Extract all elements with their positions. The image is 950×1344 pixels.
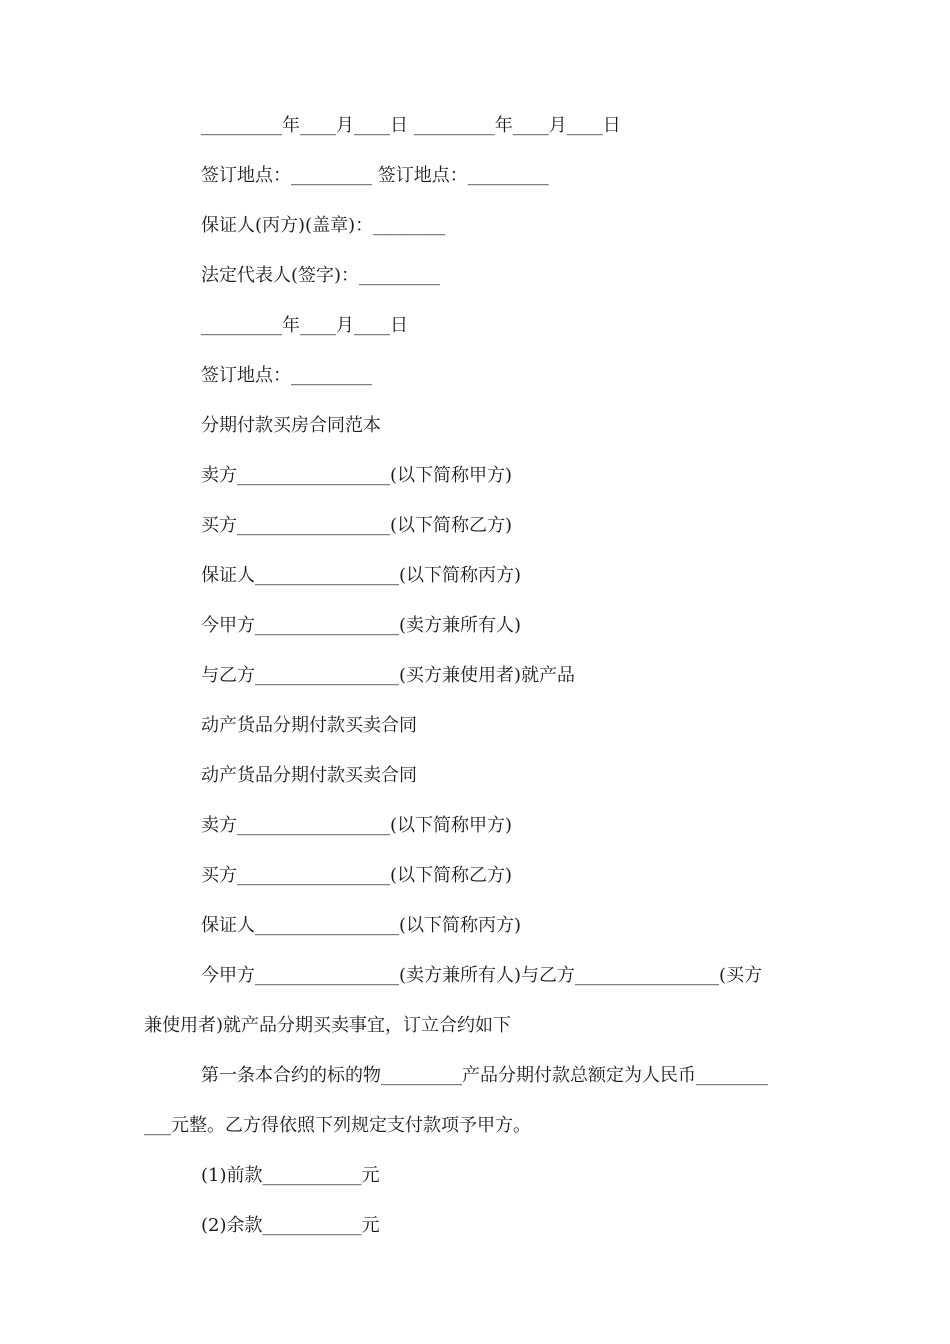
guarantor-date-line: _________年____月____日	[201, 315, 408, 336]
article-one-line-1: 第一条本合约的标的物_________产品分期付款总额定为人民币________	[201, 1065, 768, 1086]
guarantor-line-2: 保证人________________(以下简称丙方)	[201, 915, 522, 936]
down-payment-line: (1)前款___________元	[201, 1165, 380, 1186]
section-title: 分期付款买房合同范本	[201, 415, 381, 436]
legal-representative-line: 法定代表人(签字)：_________	[201, 265, 441, 286]
party-a-line: 今甲方________________(卖方兼所有人)	[201, 615, 522, 636]
guarantor-seal-line: 保证人(丙方)(盖章)：________	[201, 215, 446, 236]
parties-paragraph-line-1: 今甲方________________(卖方兼所有人)与乙方________________(买方	[201, 965, 763, 986]
buyer-line-2: 买方_________________(以下简称乙方)	[201, 865, 513, 886]
party-b-line: 与乙方________________(买方兼使用者)就产品	[201, 665, 576, 686]
guarantor-place-line: 签订地点：_________	[201, 365, 372, 386]
parties-paragraph-line-2: 兼使用者)就产品分期买卖事宜，订立合约如下	[144, 1015, 512, 1036]
contract-title-repeat: 动产货品分期付款买卖合同	[201, 765, 417, 786]
balance-line: (2)余款___________元	[201, 1215, 380, 1236]
guarantor-line: 保证人________________(以下简称丙方)	[201, 565, 522, 586]
signing-place-line: 签订地点：_________ 签订地点：_________	[201, 165, 549, 186]
buyer-line: 买方_________________(以下简称乙方)	[201, 515, 513, 536]
seller-line-2: 卖方_________________(以下简称甲方)	[201, 815, 513, 836]
signing-date-line: _________年____月____日 _________年____月____日	[201, 115, 621, 136]
seller-line: 卖方_________________(以下简称甲方)	[201, 465, 513, 486]
contract-title: 动产货品分期付款买卖合同	[201, 715, 417, 736]
article-one-line-2: ___元整。乙方得依照下列规定支付款项予甲方。	[144, 1115, 531, 1136]
